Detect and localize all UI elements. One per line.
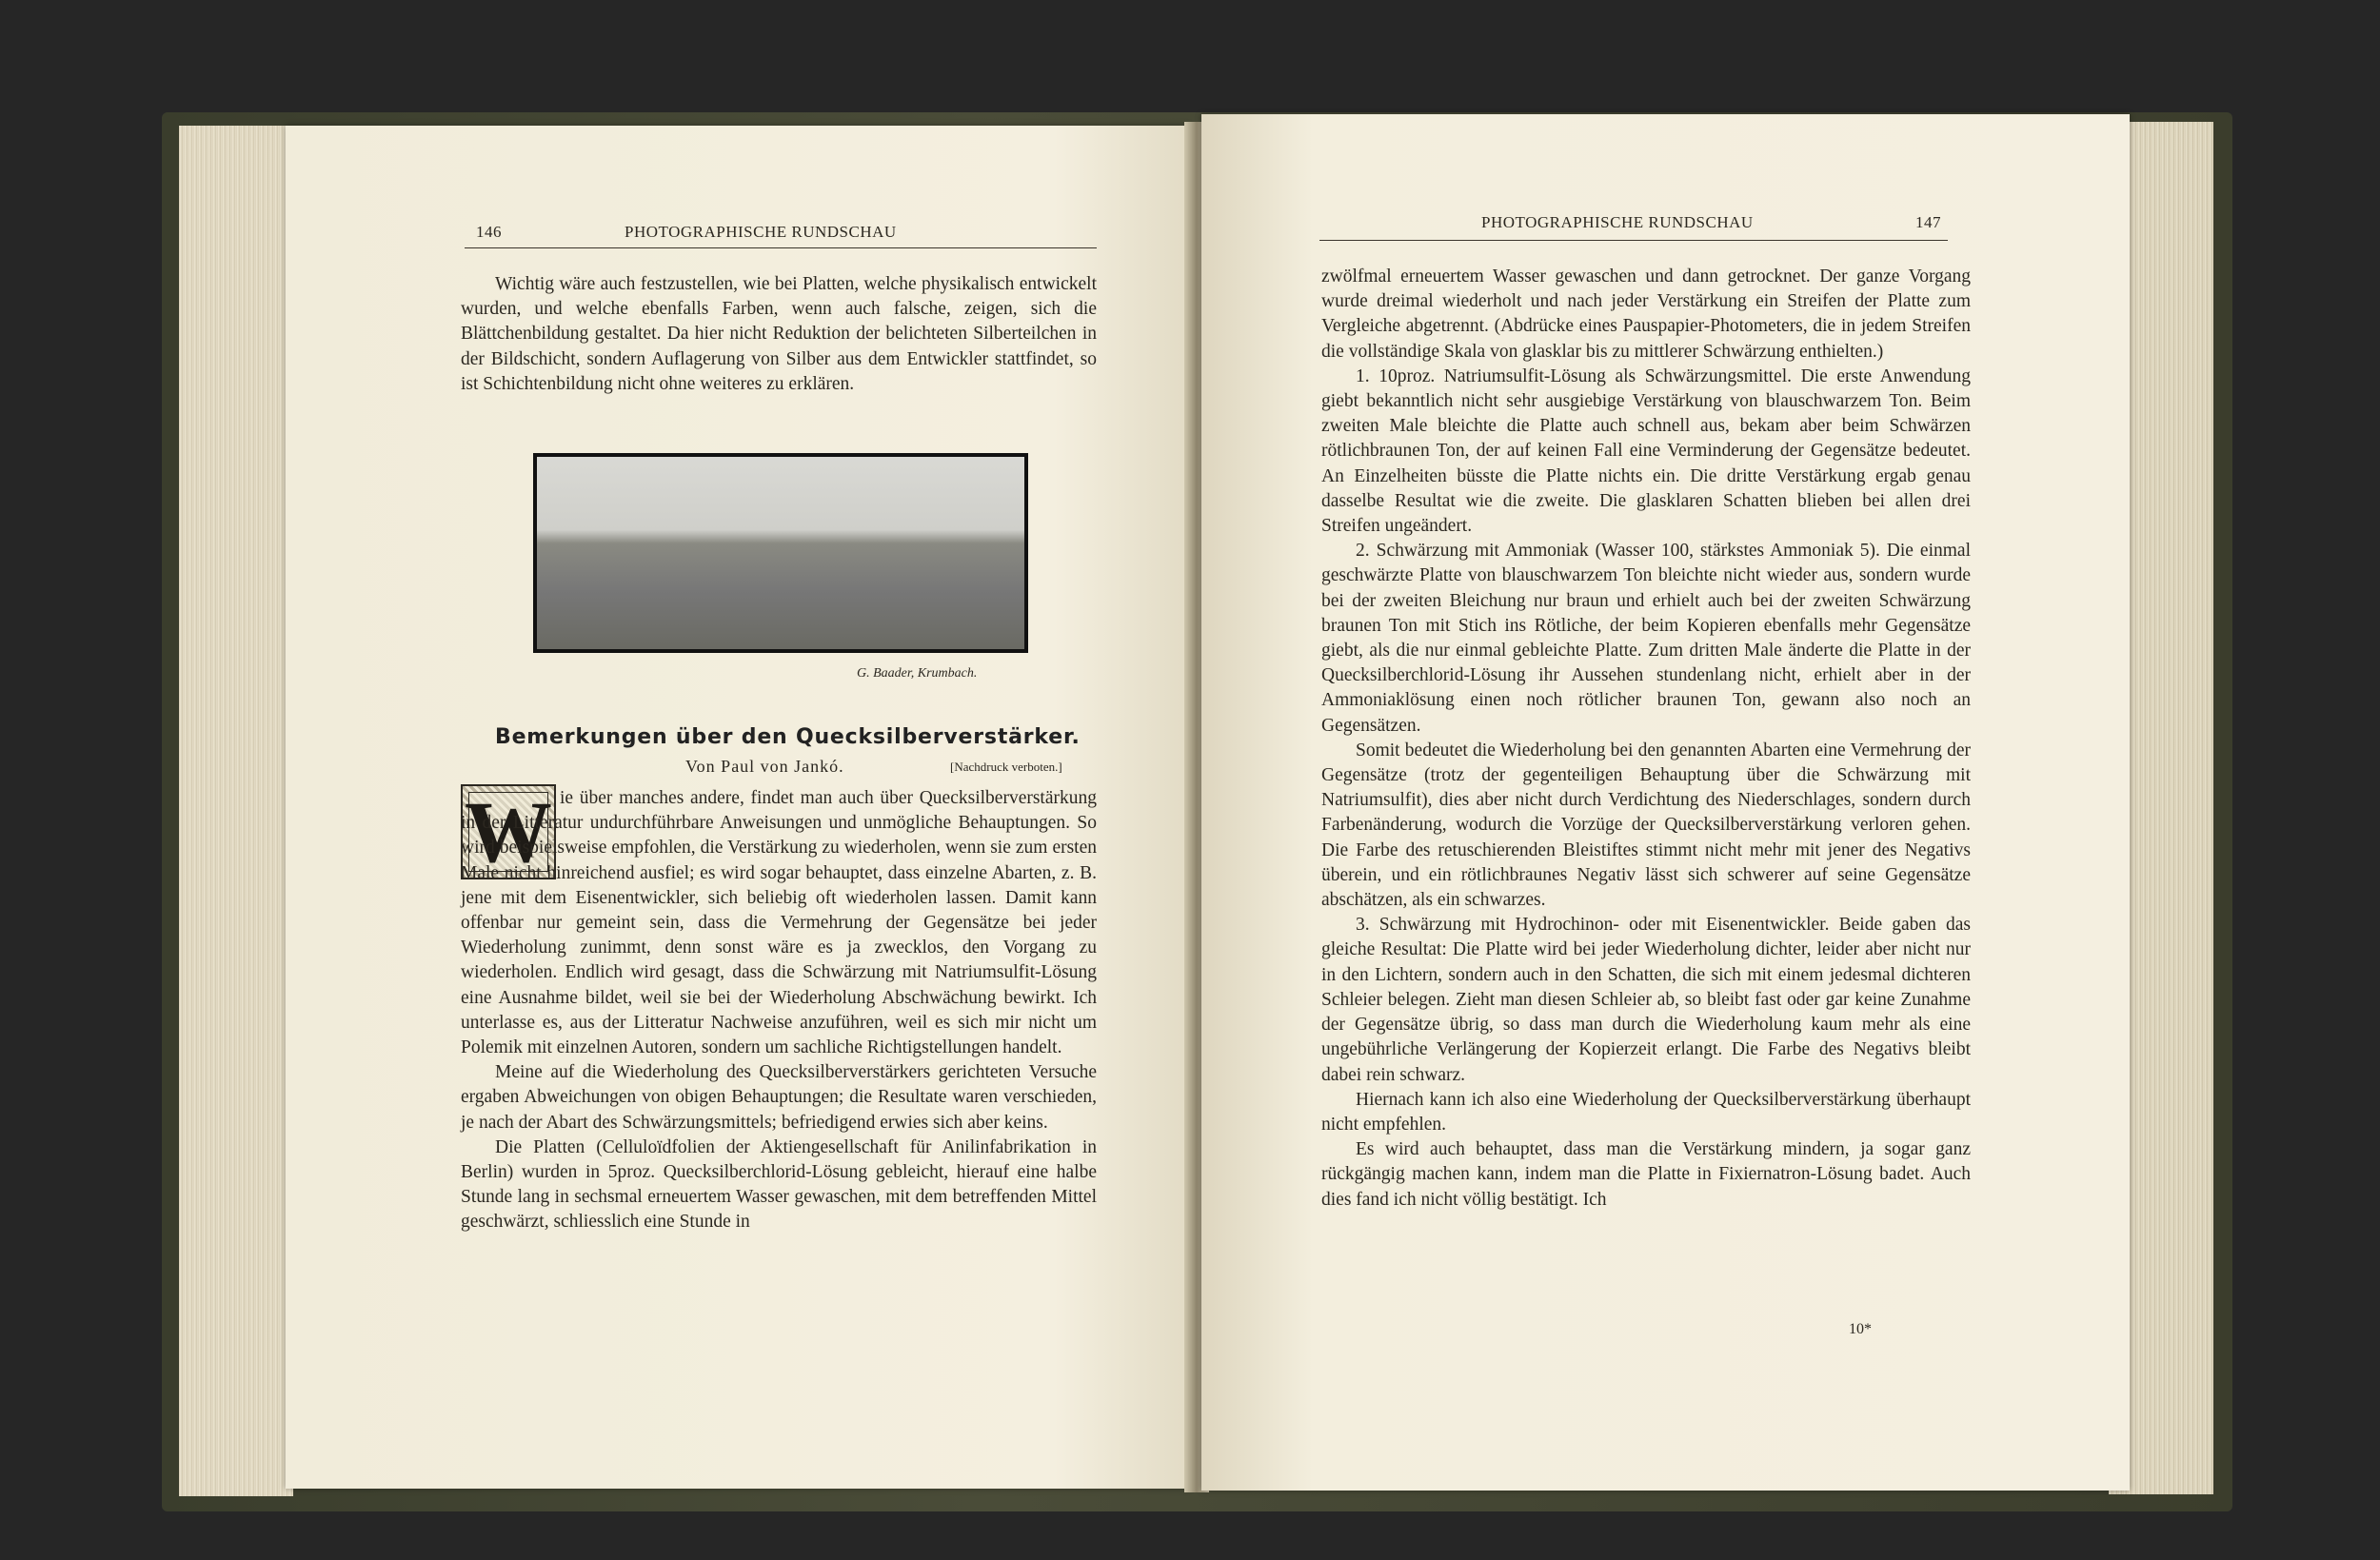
left-running-head: PHOTOGRAPHISCHE RUNDSCHAU — [625, 223, 897, 241]
right-paragraph-3: Hiernach kann ich also eine Wiederholung der Quecksilberverstärkung überhaupt nicht empfehlen. — [1321, 1089, 1971, 1135]
photo-image — [537, 457, 1024, 649]
signature-mark: 10* — [1849, 1321, 1872, 1337]
right-page-number: 147 — [1915, 213, 1941, 231]
right-item-2: 2. Schwärzung mit Ammoniak (Wasser 100, stärkstes Ammoniak 5). Die einmal geschwärzte Platte von blauschwarzem Ton bleichte nicht wieder aus, sondern wurde bei der zweiten Bleichung nur braun und erhielt auch bei der zweiten Schwärzung braunen Ton mit Stich ins Rötliche, der beim Kopieren ebenfalls mehr Gegensätze giebt, als die nur einmal gebleichte Platte. Zum dritten Male änderte die Platte in der Quecksilberchlorid-Lösung ihr Aussehen stundenlang nicht, erhielt aber in der Ammoniaklösung einen noch rötlicher braunen Ton, gewann also noch an Gegensätzen. — [1321, 541, 1971, 736]
right-item-1: 1. 10proz. Natriumsulfit-Lösung als Schwärzungsmittel. Die erste Anwendung giebt bekanntlich nicht sehr ausgiebige Verstärkung von blauschwarzem Ton. Beim zweiten Male bleichte die Platte auch schnell aus, bekam aber beim Schwärzen rötlichbraunen Ton, der auf keinen Fall eine Verminderung der Gegensätze bedeutet. An Einzelheiten büsste die Platte nichts ein. Die dritte Verstärkung ergab genau dasselbe Resultat wie die zweite. Die glasklaren Schatten blieben bei allen drei Streifen ungeändert. — [1321, 365, 1971, 537]
left-paragraph-2: Meine auf die Wiederholung des Quecksilberverstärkers gerichteten Versuche ergaben Abweichungen von obigen Behauptungen; die Resultate waren verschieden, je nach der Abart des Schwärzungsmittels; befriedigend erwies sich aber keins. — [461, 1062, 1097, 1133]
left-page-edges — [179, 126, 293, 1496]
reprint-notice: [Nachdruck verboten.] — [950, 760, 1062, 774]
article-title: Bemerkungen über den Quecksilberverstärker. — [495, 725, 1081, 749]
right-paragraph-1: zwölfmal erneuertem Wasser gewaschen und dann getrocknet. Der ganze Vorgang wurde dreimal wiederholt und nach jeder Verstärkung ein Streifen der Platte zum Vergleiche abgetrennt. (Abdrücke eines Pauspapier-Photometers, die in jedem Streifen die vollständige Skala von glasklar bis zu mittlerer Schwärzung enthielten.) — [1321, 267, 1971, 362]
right-item-3: 3. Schwärzung mit Hydrochinon- oder mit Eisenentwickler. Beide gaben das gleiche Resultat: Die Platte wird bei jeder Wiederholung dichter, leider aber nicht nur in den Lichtern, sondern auch in den Schatten, die sich mit einem jedesmal dichteren Schleier belegen. Zieht man diesen Schleier ab, so bleibt fast oder gar keine Zunahme der Gegensätze übrig, so dass man durch die Wiederholung kaum mehr als eine ungebührliche Verlängerung der Kopierzeit erlangt. Die Farbe des Negativs bleibt dabei rein schwarz. — [1321, 915, 1971, 1085]
article-byline: Von Paul von Jankó. — [685, 757, 844, 776]
right-paragraph-2: Somit bedeutet die Wiederholung bei den genannten Abarten eine Vermehrung der Gegensätze (trotz der gegenteiligen Behauptung über die Schwärzung mit Natriumsulfit), dies aber nicht durch Verdichtung des Niederschlages, sondern durch Farbenänderung, wodurch die Vorzüge der Quecksilberverstärkung verloren gehen. Die Farbe des retuschierenden Bleistiftes stimmt nicht mehr mit jener des Negativs überein, und ein rötlichbraunes Negativ lässt sich schwerer auf seine Gegensätze abschätzen, als ein schwarzes. — [1321, 740, 1971, 911]
right-running-head: PHOTOGRAPHISCHE RUNDSCHAU — [1481, 213, 1754, 231]
left-intro-text — [461, 272, 1097, 397]
left-article-body — [461, 783, 1097, 1235]
right-head-rule — [1319, 240, 1948, 241]
drop-cap-letter: W — [465, 783, 552, 880]
left-head-rule — [465, 247, 1097, 248]
first-paragraph: ie über manches andere, findet man auch über Quecksilberverstärkung in der Litteratur undurchführbare Anweisungen und unmögliche Behauptungen. So wird beispielsweise empfohlen, die Verstärkung zu wiederholen, wenn sie zum ersten Male nicht hinreichend ausfiel; es wird sogar behauptet, dass einzelne Abarten, z. B. jene mit dem Eisenentwickler, sich beliebig oft wiederholen lassen. Damit kann offenbar nur gemeint sein, dass die Vermehrung der Gegensätze bei jeder Wiederholung zunimmt, denn sonst wäre es ja zwecklos, den Vorgang zu wiederholen. Endlich wird gesagt, dass die Schwärzung mit Natriumsulfit-Lösung eine Ausnahme bildet, weil sie bei der Wiederholung Abschwächung bewirkt. Ich unterlasse es, aus der Litteratur Nachweise anzuführen, weil es sich mir nicht um Polemik mit einzelnen Autoren, sondern um sachliche Richtigstellungen handelt. — [461, 788, 1097, 1058]
photo-caption: G. Baader, Krumbach. — [857, 666, 978, 681]
right-page-body — [1321, 265, 1971, 1213]
left-page-number: 146 — [476, 223, 502, 241]
intro-paragraph: Wichtig wäre auch festzustellen, wie bei Platten, welche physikalisch entwickelt wurden, und welche ebenfalls Farben, wenn auch falsche, zeigen, sich die Blättchenbildung gestaltet. Da hier nicht Reduktion der belichteten Silberteilchen in der Bildschicht, sondern Auflagerung von Silber aus dem Entwickler stattfindet, so ist Schichtenbildung nicht ohne weiteres zu erklären. — [461, 274, 1097, 394]
left-paragraph-3: Die Platten (Celluloïdfolien der Aktiengesellschaft für Anilinfabrikation in Berlin) wurden in 5proz. Quecksilberchlorid-Lösung gebleicht, hierauf eine halbe Stunde lang in sechsmal erneuertem Wasser gewaschen, mit dem betreffenden Mittel geschwärzt, schliesslich eine Stunde in — [461, 1136, 1097, 1233]
photograph-horsemen — [533, 453, 1028, 653]
right-paragraph-4: Es wird auch behauptet, dass man die Verstärkung mindern, ja sogar ganz rückgängig machen kann, indem man die Platte in Fixiernatron-Lösung badet. Auch dies fand ich nicht völlig bestätigt. Ich — [1321, 1139, 1971, 1210]
